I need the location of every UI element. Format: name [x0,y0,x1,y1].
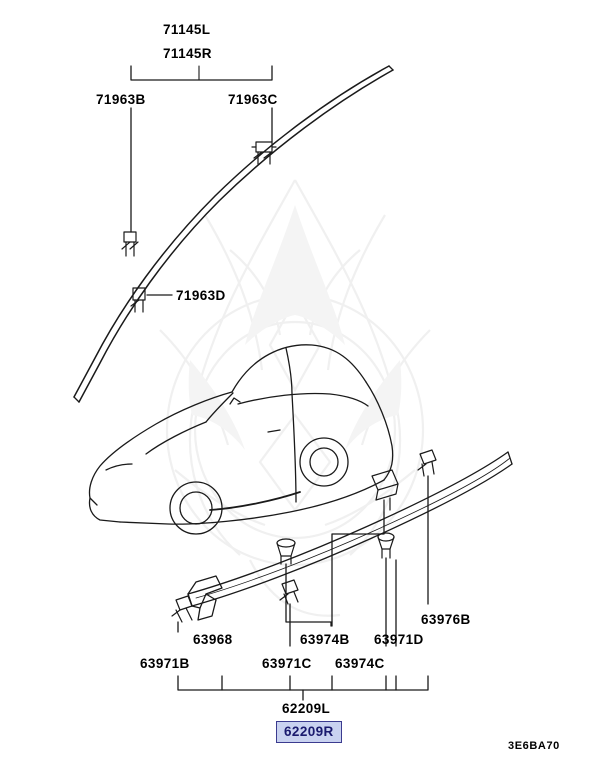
label-71145R: 71145R [163,46,212,61]
label-63971B: 63971B [140,656,190,671]
label-71145L: 71145L [163,22,211,37]
label-62209L: 62209L [282,701,331,716]
label-71963C: 71963C [228,92,278,107]
label-63974C: 63974C [335,656,385,671]
label-63976B: 63976B [421,612,471,627]
label-63971D: 63971D [374,632,424,647]
label-63971C: 63971C [262,656,312,671]
highlighted-part-62209R[interactable]: 62209R [276,721,342,743]
label-63968: 63968 [193,632,233,647]
diagram-code: 3E6BA70 [508,740,560,752]
label-71963D: 71963D [176,288,226,303]
label-71963B: 71963B [96,92,146,107]
label-63974B: 63974B [300,632,350,647]
